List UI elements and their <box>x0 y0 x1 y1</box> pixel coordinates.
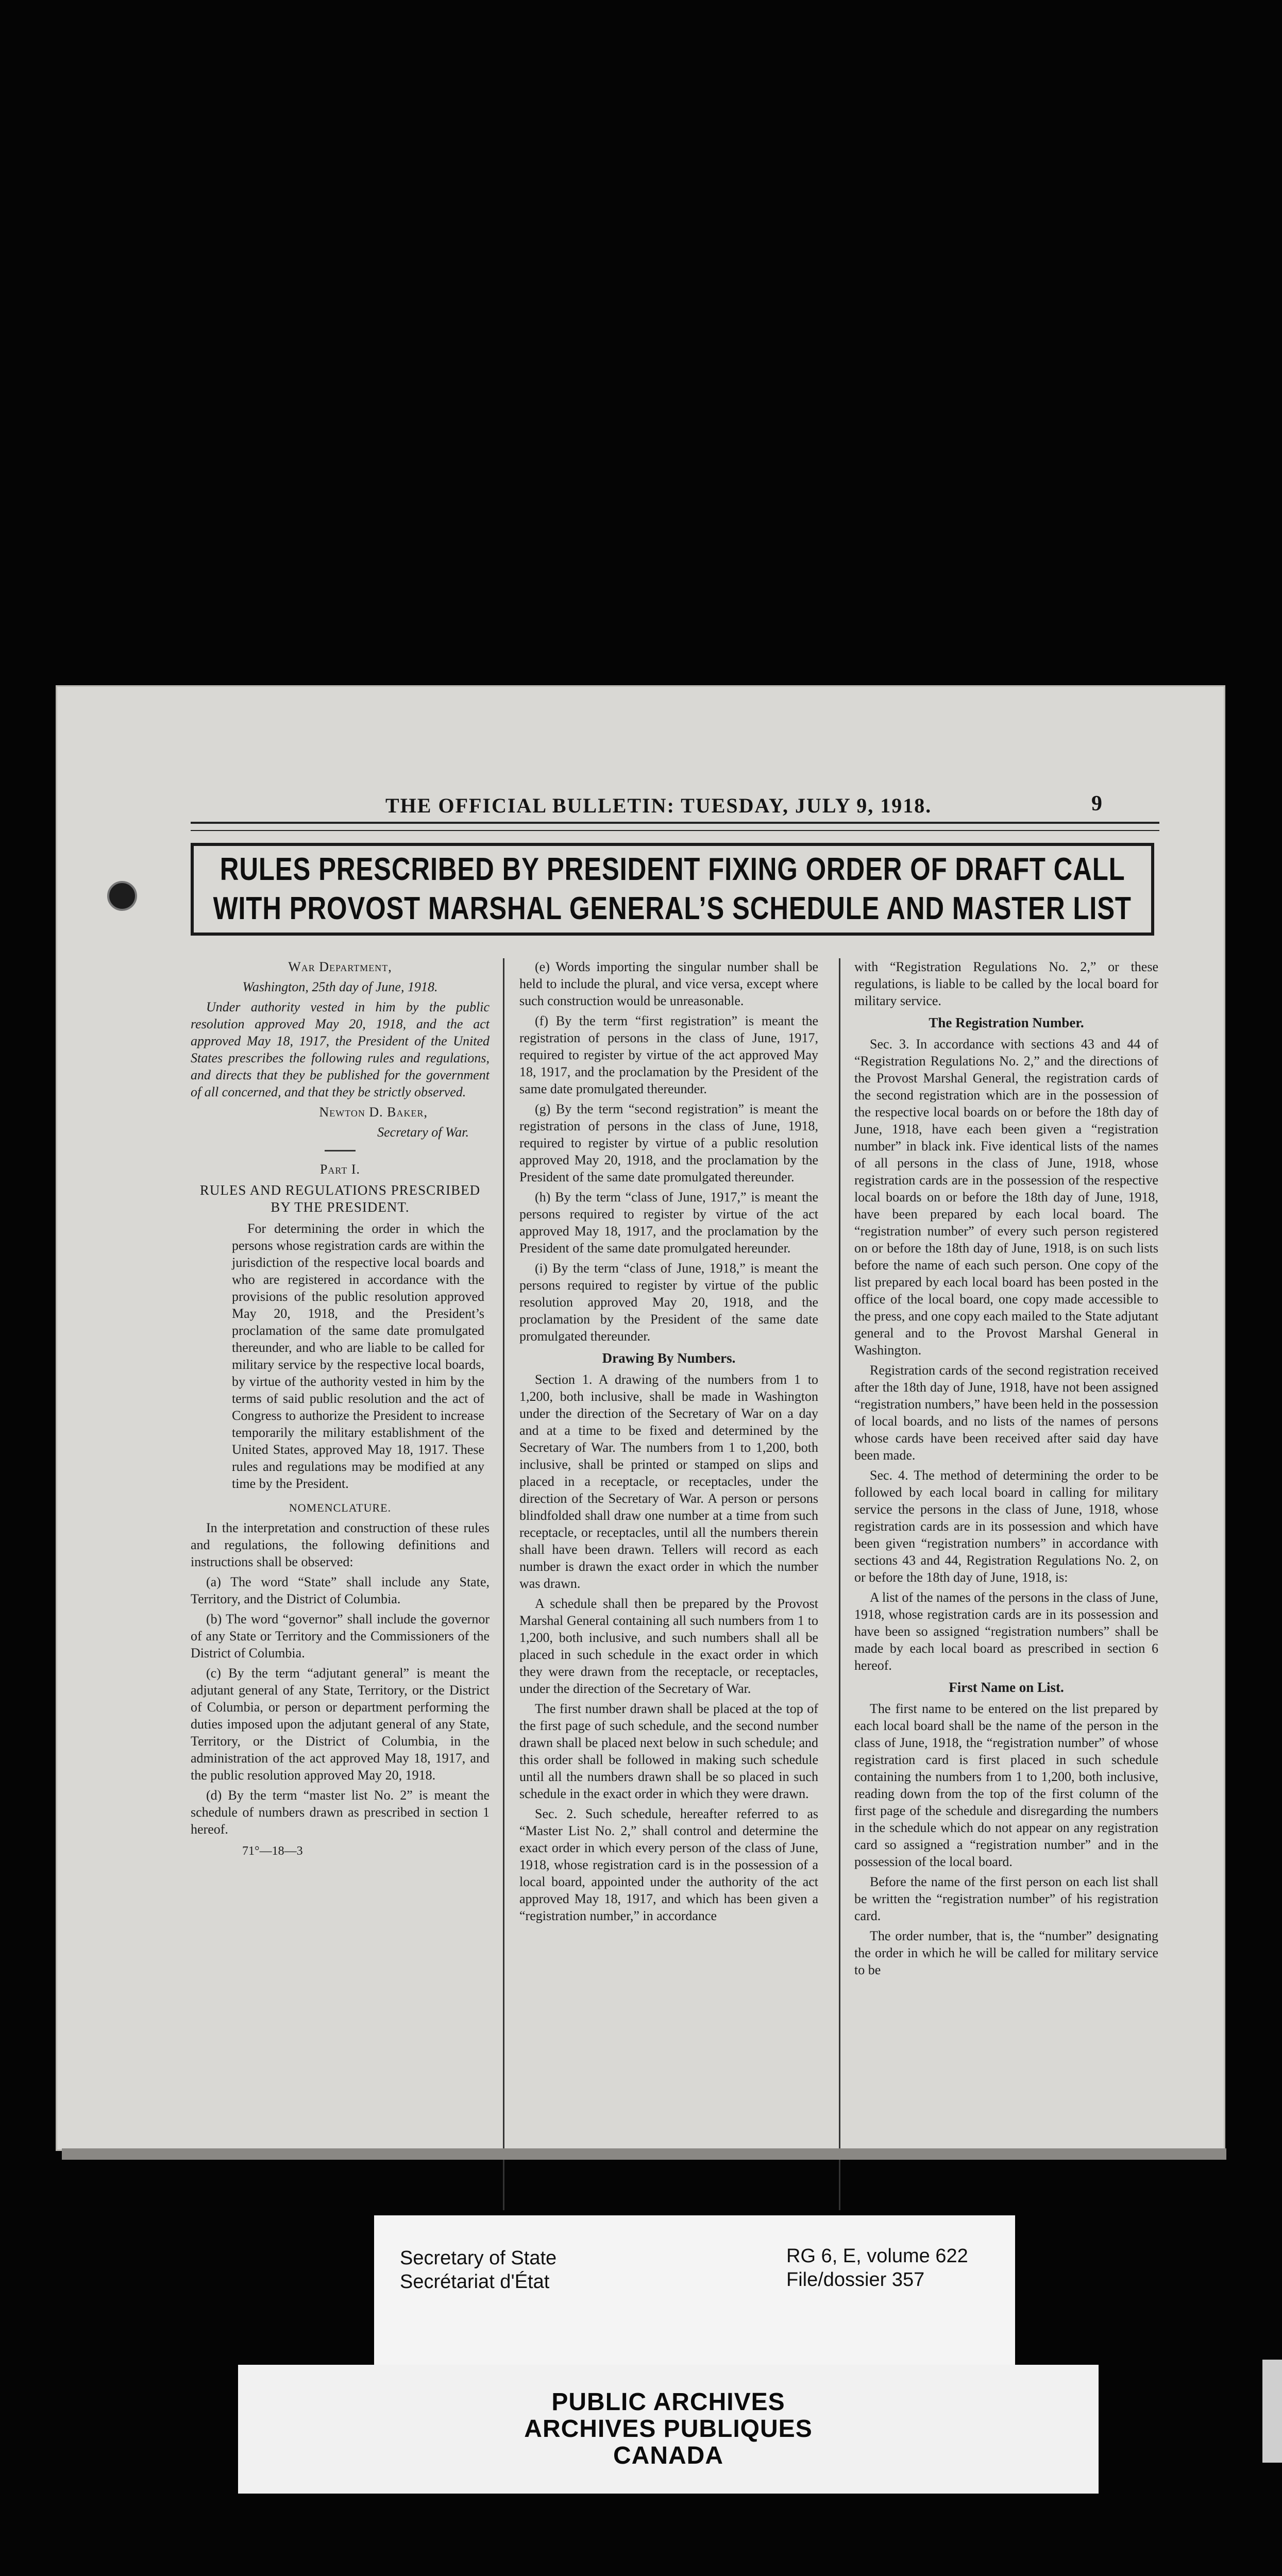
section-1: Section 1. A drawing of the numbers from 1 to 1,200, both inclusive, shall be made in Washington under the direction of the Secretary of War on a day and at a time to be fixed and determined by the Secretary of War. The numbers from 1 to 1,200, both inclusive, shall be printed or stamped on slips and placed in a receptacle, or receptacles, under the direction of the Secretary of War. A person or persons blindfolded shall draw one number at a time from such receptacle, or receptacles, until all the numbers therein shall have been drawn. Tellers will record as each number is drawn the exact order in which the number was drawn. <box>519 1372 818 1591</box>
archives-stamp <box>238 2365 1099 2494</box>
schedule-paragraph: A schedule shall then be prepared by the Provost Marshal General containing all such numbers from 1 to 1,200, both inclusive, and such numbers shall all be placed in such schedule in the exact order in which they were drawn from the receptacle, or receptacles, under the direction of the Secretary of War. <box>519 1596 818 1696</box>
preamble: Under authority vested in him by the public resolution approved May 20, 1918, and the act approved May 18, 1917, the President of the United States prescribes the following rules and regulations, and directs that they be published for the government of all concerned, and that they be strictly observed. <box>191 999 490 1099</box>
first-name-paragraph: The first name to be entered on the list prepared by each local board shall be the name of the person in the class of June, 1918, the “registration number” of whose registration card is first placed in such schedule containing the numbers from 1 to 1,200, both inclusive, reading down from the top of the first column of the first page of the schedule and disregarding the numbers in the schedule which do not appear on any registration card so assigned a “registration number” and in the possession of the local board. <box>854 1701 1158 1869</box>
column-2 <box>519 958 818 1927</box>
section-4: Sec. 4. The method of determining the order to be followed by each local board in calling for military service the persons in the class of June, 1918, whose registration cards are in its possession and which have been given “registration numbers” in accordance with sections 43 and 44, Registration Regulations No. 2, on or before the 18th day of June, 1918, is: <box>854 1468 1158 1585</box>
date-line: Washington, 25th day of June, 1918. <box>242 979 438 994</box>
definition-a: (a) The word “State” shall include any State, Territory, and the District of Columbia. <box>191 1574 490 1606</box>
file-number: File/dossier 357 <box>786 2269 925 2291</box>
headline-box <box>191 843 1154 936</box>
definition-i: (i) By the term “class of June, 1918,” is meant the persons required to register by virtue of the public resolution approved May 20, 1918, and the proclamation by the President of the same date promulgated thereunder. <box>519 1261 818 1344</box>
cards-paragraph: Registration cards of the second registration received after the 18th day of June, 1918, have not been assigned “registration numbers,” have been held in the possession of local boards, and no lists of the names of persons whose cards have been received after said day have been made. <box>854 1363 1158 1463</box>
headline-line-2: WITH PROVOST MARSHAL GENERAL’S SCHEDULE AND MASTER LIST <box>213 891 1132 926</box>
definition-e: (e) Words importing the singular number shall be held to include the plural, and vice versa, except where such construction would be unreasonable. <box>519 959 818 1008</box>
fonds-french: Secrétariat d'État <box>400 2271 550 2293</box>
definition-c: (c) By the term “adjutant general” is meant the adjutant general of any State, Territory, or the District of Columbia, or person or department performing the duties imposed upon the adjutant general of any State, Territory, or the District of Columbia, in the administration of the act approved May 18, 1917, and the public resolution approved May 20, 1918. <box>191 1666 490 1783</box>
drawing-heading: Drawing By Numbers. <box>602 1350 736 1366</box>
bulletin-page <box>56 685 1225 2151</box>
order-number-paragraph: The order number, that is, the “number” designating the order in which he will be called for military service to be <box>854 1928 1158 1977</box>
registration-heading: The Registration Number. <box>929 1015 1084 1030</box>
nomenclature-heading: NOMENCLATURE. <box>289 1501 392 1514</box>
definitions-intro: In the interpretation and construction of these rules and regulations, the following definitions and instructions shall be observed: <box>191 1520 490 1569</box>
section-2: Sec. 2. Such schedule, hereafter referred to as “Master List No. 2,” shall control and determine the exact order in which every person of the class of June, 1918, whose registration card is in the possession of a local board, appointed under the authority of the act approved May 18, 1917, and which has been given a “registration number,” in accordance <box>519 1806 818 1923</box>
continuation-paragraph: with “Registration Regulations No. 2,” or these regulations, is liable to be called by the local board for military service. <box>854 959 1158 1008</box>
definition-h: (h) By the term “class of June, 1917,” is meant the persons required to register by virtue of the act approved May 18, 1917, and the proclamation by the President of the same date promulgated hereunder. <box>519 1190 818 1256</box>
column-3 <box>854 958 1158 1981</box>
part-heading: Part I. <box>319 1162 361 1177</box>
punch-hole <box>107 881 137 911</box>
film-edge-mark <box>1262 2360 1282 2463</box>
column-divider-1 <box>503 958 504 2210</box>
list-paragraph: A list of the names of the persons in the class of June, 1918, whose registration cards are in its possession and have been so assigned “registration numbers” shall be made by each local board as prescribed in section 6 hereof. <box>854 1590 1158 1673</box>
before-name-paragraph: Before the name of the first person on each list shall be written the “registration number” of his registration card. <box>854 1874 1158 1923</box>
first-number-paragraph: The first number drawn shall be placed at the top of the first page of such schedule, and the second number drawn shall be placed next below in such schedule; and this order shall be followed in making such schedule until all the numbers drawn shall be so placed in such schedule in the exact order in which they were drawn. <box>519 1701 818 1801</box>
intro-paragraph: For determining the order in which the persons whose registration cards are within the jurisdiction of the respective local boards and who are registered in accordance with the provisions of the public resolution approved May 20, 1918, and the President’s proclamation of the same date promulgated thereunder, and who are liable to be called for military service by the respective local boards, by virtue of the authority vested in him by the terms of said public resolution and the act of Congress to authorize the President to increase temporarily the military establishment of the United States, approved May 18, 1917. These rules and regulations may be modified at any time by the President. <box>232 1221 484 1491</box>
signer-name: Newton D. Baker, <box>319 1105 428 1120</box>
header-rule <box>191 822 1159 831</box>
section-divider <box>325 1150 356 1151</box>
stamp-line-3: CANADA <box>613 2442 723 2469</box>
column-1 <box>191 958 490 1863</box>
first-name-heading: First Name on List. <box>949 1680 1064 1695</box>
section-3: Sec. 3. In accordance with sections 43 and 44 of “Registration Regulations No. 2,” and the directions of the Provost Marshal General, the registration cards of the second registration which are in the possession of the respective local boards on or before the 18th day of June, 1918, have each been given a “registration number” in black ink. Five identical lists of the names of all persons in the class of June, 1918, whose registration cards are in the possession of the respective local boards on or before the 18th day of June, 1918, have been prepared by each local board. The “registration number” of every such person registered on or before the 18th day of June, 1918, is on such lists before the name of each such person. One copy of the list prepared by each local board has been posted in the office of the local board, one copy made accessible to the press, and one copy each mailed to the State adjutant general and to the Provost Marshal General in Washington. <box>854 1037 1158 1358</box>
print-code: 71°—18—3 <box>242 1844 303 1858</box>
department-line: War Department, <box>288 959 392 974</box>
headline-line-1: RULES PRESCRIBED BY PRESIDENT FIXING ORDER OF DRAFT CALL <box>220 852 1125 887</box>
page-number: 9 <box>1091 792 1102 816</box>
definition-d: (d) By the term “master list No. 2” is meant the schedule of numbers drawn as prescribed in section 1 hereof. <box>191 1788 490 1837</box>
definition-g: (g) By the term “second registration” is meant the registration of persons in the class of June, 1918, required to register by virtue of a public resolution approved May 20, 1918, and the proclamation by the President of the same date promulgated thereunder. <box>519 1101 818 1184</box>
intro-block <box>191 1220 490 1492</box>
column-divider-2 <box>839 958 840 2210</box>
signer-title: Secretary of War. <box>377 1125 469 1140</box>
definition-b: (b) The word “governor” shall include the governor of any State or Territory and the Commissioners of the District of Columbia. <box>191 1612 490 1660</box>
fonds-english: Secretary of State <box>400 2247 557 2269</box>
record-group: RG 6, E, volume 622 <box>786 2245 968 2267</box>
archive-fonds <box>400 2246 556 2294</box>
stamp-line-2: ARCHIVES PUBLIQUES <box>524 2415 813 2443</box>
bulletin-header: THE OFFICIAL BULLETIN: TUESDAY, JULY 9, 1918. <box>385 794 932 817</box>
page-edge-shadow <box>62 2148 1226 2160</box>
rules-heading: RULES AND REGULATIONS PRESCRIBED BY THE PRESIDENT. <box>199 1182 481 1215</box>
definition-f: (f) By the term “first registration” is meant the registration of persons in the class of June, 1917, required to register by virtue of the act approved May 18, 1917, and the proclamation by the President of the same date promulgated thereunder. <box>519 1013 818 1096</box>
archive-reference <box>786 2244 968 2292</box>
stamp-line-1: PUBLIC ARCHIVES <box>551 2388 785 2416</box>
